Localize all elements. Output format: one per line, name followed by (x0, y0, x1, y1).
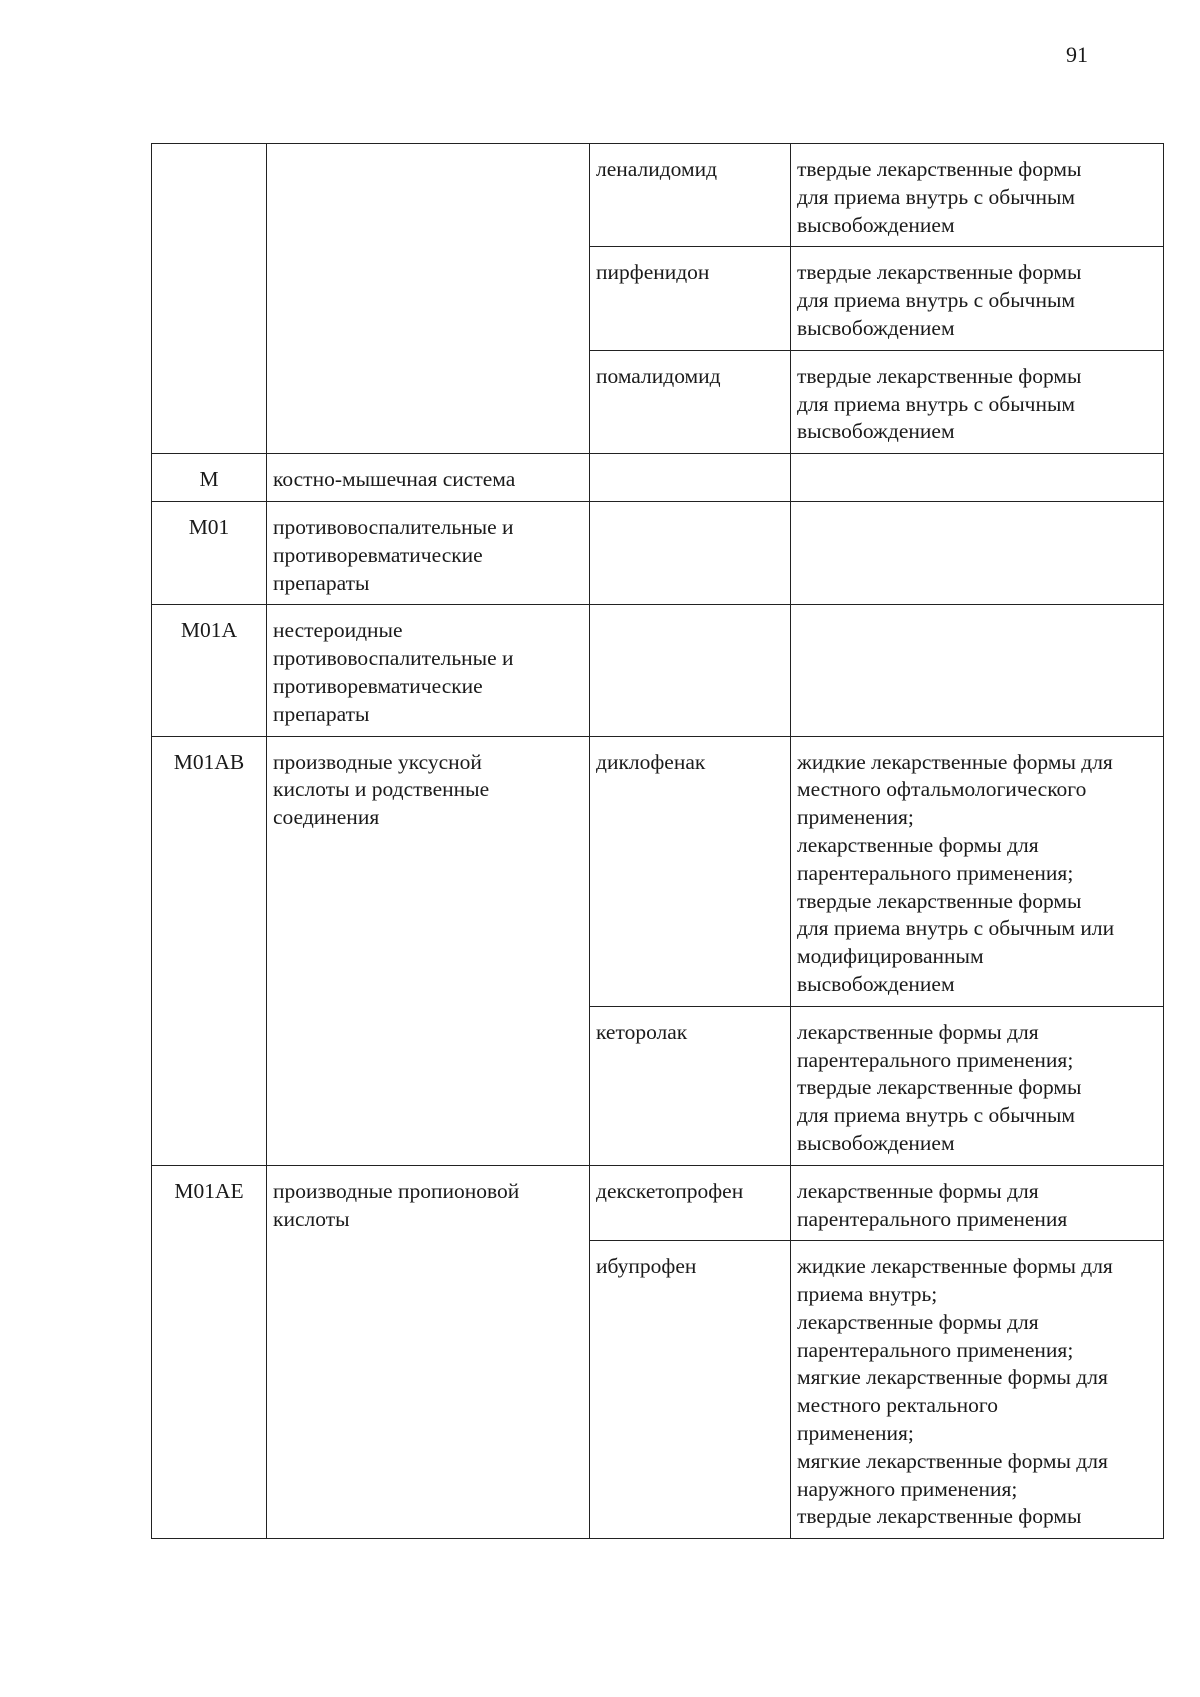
group-name-cell: производные уксусной кислоты и родственные соединения (267, 736, 590, 1165)
atc-code-cell: M01AE (152, 1165, 267, 1539)
table-row (152, 501, 1164, 604)
dosage-forms-cell: твердые лекарственные формы для приема внутрь с обычным высвобождением (791, 350, 1164, 453)
group-name-cell: противовоспалительные и противоревматические препараты (267, 501, 590, 604)
dosage-forms-cell: твердые лекарственные формы для приема внутрь с обычным высвобождением (791, 144, 1164, 247)
drug-name-cell: леналидомид (590, 144, 791, 247)
group-name-cell: костно-мышечная система (267, 454, 590, 502)
drug-name-cell: ибупрофен (590, 1241, 791, 1539)
table-row (152, 605, 1164, 736)
group-name-cell: производные пропионовой кислоты (267, 1165, 590, 1539)
drug-name-cell: кеторолак (590, 1006, 791, 1165)
dosage-forms-cell (791, 454, 1164, 502)
drug-name-cell: пирфенидон (590, 247, 791, 350)
table-row (152, 454, 1164, 502)
atc-code-cell: M (152, 454, 267, 502)
drug-table (151, 143, 1164, 1539)
atc-code-cell: M01A (152, 605, 267, 736)
drug-name-cell (590, 501, 791, 604)
drug-name-cell (590, 454, 791, 502)
table-row (152, 736, 1164, 1006)
table-row (152, 144, 1164, 247)
dosage-forms-cell: жидкие лекарственные формы для приема внутрь; лекарственные формы для парентерального применения; мягкие лекарственные формы для местного ректального применения; мягкие лекарственные формы для наружного применения; твердые лекарственные формы (791, 1241, 1164, 1539)
atc-code-cell: M01AB (152, 736, 267, 1165)
dosage-forms-cell (791, 605, 1164, 736)
dosage-forms-cell (791, 501, 1164, 604)
atc-code-cell (152, 144, 267, 454)
drug-name-cell: диклофенак (590, 736, 791, 1006)
drug-name-cell: помалидомид (590, 350, 791, 453)
table-row (152, 1165, 1164, 1241)
group-name-cell (267, 144, 590, 454)
atc-code-cell: M01 (152, 501, 267, 604)
dosage-forms-cell: лекарственные формы для парентерального применения; твердые лекарственные формы для приема внутрь с обычным высвобождением (791, 1006, 1164, 1165)
drug-name-cell (590, 605, 791, 736)
dosage-forms-cell: лекарственные формы для парентерального применения (791, 1165, 1164, 1241)
group-name-cell: нестероидные противовоспалительные и противоревматические препараты (267, 605, 590, 736)
dosage-forms-cell: жидкие лекарственные формы для местного офтальмологического применения; лекарственные формы для парентерального применения; твердые лекарственные формы для приема внутрь с обычным или модифицированным высвобождением (791, 736, 1164, 1006)
dosage-forms-cell: твердые лекарственные формы для приема внутрь с обычным высвобождением (791, 247, 1164, 350)
page-number: 91 (1066, 42, 1088, 67)
drug-name-cell: декскетопрофен (590, 1165, 791, 1241)
